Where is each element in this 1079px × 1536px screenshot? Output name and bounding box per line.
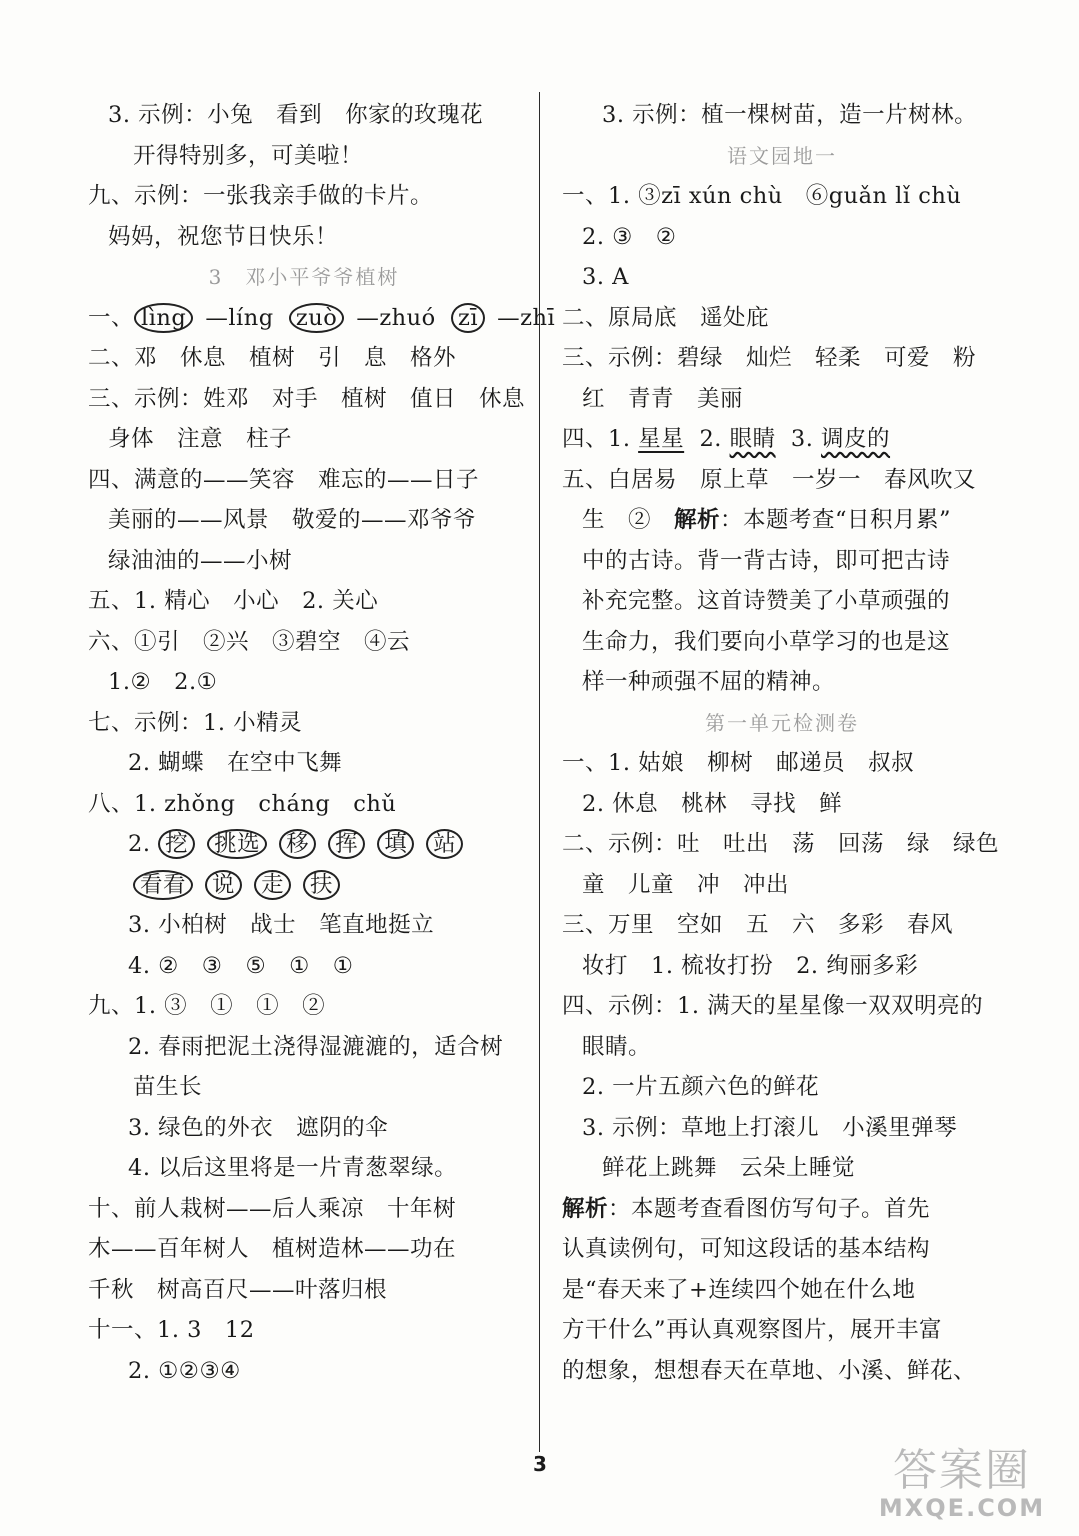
answer-line: 样一种顽强不屈的精神。: [582, 669, 836, 695]
answer-line: 红 青青 美丽: [582, 385, 744, 412]
left-column: [88, 95, 556, 1391]
section-heading: 3 邓小平爷爷植树: [208, 265, 400, 289]
underlined-word: 眼睛: [729, 426, 776, 452]
circled-words-row: [88, 865, 520, 906]
answer-line: 七、示例：1. 小精灵: [88, 709, 303, 736]
answer-line: 3. 绿色的外衣 遮阴的伞: [128, 1114, 389, 1141]
watermark-url: MXQE.COM: [878, 1494, 1046, 1522]
circled-word: 移: [279, 829, 316, 859]
answer-line: 八、1. zhǒng cháng chǔ: [88, 790, 397, 817]
analysis-label: 解析: [562, 1195, 609, 1222]
answer-line-analysis: [562, 500, 1002, 541]
circled-word: 走: [254, 870, 291, 900]
answer-line: 九、1. ③ ① ① ②: [88, 993, 326, 1019]
answer-text: 生 ②: [582, 507, 675, 533]
answer-line: 十、前人栽树——后人乘凉 十年树: [88, 1195, 457, 1222]
circled-pinyin: zī: [451, 303, 485, 333]
circled-word: 挥: [328, 829, 365, 859]
answer-line: 3. A: [582, 264, 629, 290]
answer-line-pinyin: [88, 298, 556, 339]
site-watermark: [858, 1445, 1066, 1528]
answer-line: 2. ①②③④: [128, 1357, 241, 1384]
answer-line: 2. 蝴蝶 在空中飞舞: [128, 750, 343, 776]
answer-line: 绿油油的——小树: [108, 547, 293, 574]
answer-line: 四、满意的——笑容 难忘的——日子: [88, 466, 480, 493]
answer-line: 补充完整。这首诗赞美了小草顽强的: [582, 588, 951, 614]
answer-line-underlined: [562, 419, 1002, 460]
circled-word: 填: [377, 829, 414, 859]
column-divider: [539, 92, 540, 1452]
answer-text: ：本题考查“日积月累”: [720, 507, 952, 533]
answer-line: 1.② 2.①: [108, 669, 218, 695]
answer-line: 开得特别多，可美啦！: [133, 142, 364, 169]
answer-line: 四、示例：1. 满天的星星像一双双明亮的: [562, 993, 984, 1019]
pinyin-text: —zhī: [497, 304, 556, 331]
answer-line: 4. 以后这里将是一片青葱翠绿。: [128, 1155, 458, 1181]
answer-line: 2. 一片五颜六色的鲜花: [582, 1074, 820, 1100]
answer-line: 二、原局底 遥处庇: [562, 304, 770, 331]
circled-pinyin: lìng: [134, 303, 193, 333]
answer-line: 十一、1. 3 12: [88, 1317, 255, 1343]
answer-line: 鲜花上跳舞 云朵上睡觉: [602, 1155, 856, 1181]
circled-pinyin: zuò: [289, 303, 344, 333]
answer-line: 中的古诗。背一背古诗，即可把古诗: [582, 547, 951, 574]
answer-line: 六、①引 ②兴 ③碧空 ④云: [88, 628, 411, 655]
answer-line: 二、邓 休息 植树 引 息 格外: [88, 345, 457, 371]
answer-line: 三、示例：碧绿 灿烂 轻柔 可爱 粉: [562, 345, 977, 371]
answer-line: 眼睛。: [582, 1033, 652, 1060]
answer-line-analysis: [562, 1189, 1002, 1230]
item-number: 2.: [699, 426, 730, 452]
answer-line: 一、1. ③zī xún chù ⑥guǎn lǐ chù: [562, 183, 962, 209]
answer-line: 九、示例：一张我亲手做的卡片。: [88, 183, 434, 209]
answer-line: 三、万里 空如 五 六 多彩 春风: [562, 912, 954, 938]
analysis-label: 解析: [674, 507, 721, 533]
answer-line: 木——百年树人 植树造林——功在: [88, 1236, 457, 1262]
answer-line: 3. 示例：草地上打滚儿 小溪里弹琴: [582, 1114, 958, 1141]
answer-line: 童 儿童 冲 冲出: [582, 871, 790, 898]
answer-text: ：本题考查看图仿写句子。首先: [608, 1195, 931, 1222]
section-heading: 第一单元检测卷: [705, 710, 859, 735]
answer-line: 五、白居易 原上草 一岁一 春风吹又: [562, 466, 977, 493]
answer-line: 美丽的——风景 敬爱的——邓爷爷: [108, 507, 477, 533]
answer-line: 千秋 树高百尺——叶落归根: [88, 1276, 388, 1303]
page-number: 3: [533, 1452, 547, 1476]
answer-line: 一、1. 姑娘 柳树 邮递员 叔叔: [562, 750, 915, 776]
answer-line: 3. 小柏树 战士 笔直地挺立: [128, 912, 435, 938]
circled-word: 挑选: [207, 829, 267, 859]
answer-line: 生命力，我们要向小草学习的也是这: [582, 628, 951, 655]
answer-line: 4. ② ③ ⑤ ① ①: [128, 952, 354, 979]
item-prefix: 一、: [88, 304, 135, 331]
answer-line: 2. ③ ②: [582, 223, 677, 250]
circled-word: 站: [426, 829, 463, 859]
answer-line: 五、1. 精心 小心 2. 关心: [88, 588, 379, 614]
answer-line: 的想象，想想春天在草地、小溪、鲜花、: [562, 1357, 977, 1384]
answer-line: 苗生长: [133, 1074, 203, 1100]
right-column: [562, 95, 1002, 1391]
item-prefix: 2.: [128, 831, 151, 857]
circled-word: 看看: [133, 870, 193, 900]
answer-line: 认真读例句，可知这段话的基本结构: [562, 1236, 931, 1262]
circled-word: 扶: [303, 870, 340, 900]
answer-line: 是“春天来了+连续四个她在什么地: [562, 1276, 916, 1303]
answer-line: 二、示例：吐 吐出 荡 回荡 绿 绿色: [562, 831, 1000, 857]
answer-line: 身体 注意 柱子: [108, 426, 293, 452]
section-heading: 语文园地一: [727, 143, 837, 168]
answer-line: 3. 示例：植一棵树苗，造一片树林。: [602, 102, 978, 128]
answer-line: 妆打 1. 梳妆打扮 2. 绚丽多彩: [582, 952, 919, 979]
answer-line: 妈妈，祝您节日快乐！: [108, 223, 339, 250]
pinyin-text: —zhuó: [356, 304, 436, 331]
answer-line: 2. 休息 桃林 寻找 鲜: [582, 790, 843, 817]
circled-word: 挖: [158, 829, 195, 859]
answer-line: 方干什么”再认真观察图片，展开丰富: [562, 1317, 943, 1343]
answer-line: 三、示例：姓邓 对手 植树 值日 休息: [88, 385, 526, 412]
watermark-logo-text: 答案圈: [893, 1445, 1031, 1496]
circled-words-row: [88, 824, 520, 865]
pinyin-text: —líng: [205, 304, 274, 331]
answer-line: 2. 春雨把泥土浇得湿漉漉的，适合树: [128, 1033, 504, 1060]
answer-line: 3. 示例：小兔 看到 你家的玫瑰花: [108, 102, 484, 128]
item-prefix: 四、1.: [562, 426, 639, 452]
item-number: 3.: [790, 426, 822, 452]
circled-word: 说: [205, 870, 242, 900]
underlined-word: 星星: [638, 426, 685, 452]
underlined-word: 调皮的: [821, 426, 891, 452]
